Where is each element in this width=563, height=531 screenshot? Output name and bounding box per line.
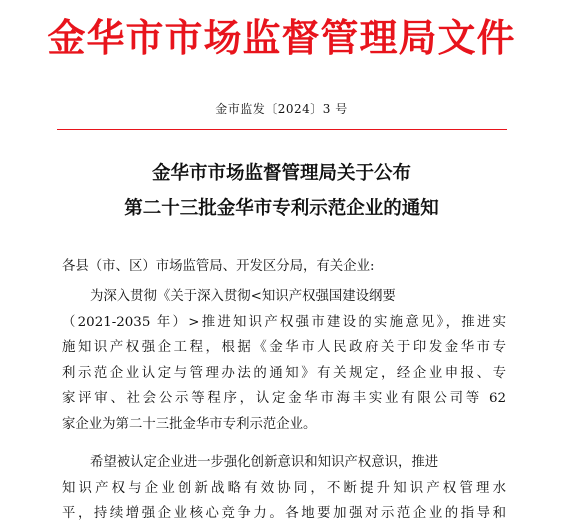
paragraph-line: （2021-2035 年）>推进知识产权强市建设的实施意见》，推进实: [62, 314, 506, 330]
paragraph-line: 利示范企业认定与管理办法的通知》有关规定，经企业申报、专: [62, 365, 506, 381]
paragraph-line: 家企业为第二十三批金华市专利示范企业。: [62, 416, 317, 432]
paragraph-line: 施知识产权强企工程，根据《金华市人民政府关于印发金华市专: [62, 340, 506, 355]
addressee-line: 各县（市、区）市场监管局、开发区分局，有关企业:: [62, 259, 375, 274]
document-header: 金华市市场监督管理局文件: [47, 16, 516, 60]
body-paragraph-2: [62, 450, 506, 527]
body-paragraph-1: [62, 284, 506, 437]
document-number: 金市监发〔2024〕3 号: [215, 102, 348, 116]
paragraph-line: 平，持续增强企业核心竞争力。各地要加强对示范企业的指导和: [62, 506, 506, 521]
document-title-line-1: 金华市市场监督管理局关于公布: [151, 163, 411, 184]
paragraph-line: 家评审、社会公示等程序，认定金华市海丰实业有限公司等 62: [62, 391, 506, 406]
paragraph-line: 希望被认定企业进一步强化创新意识和知识产权意识，推进: [90, 455, 439, 470]
paragraph-line: 为深入贯彻《关于深入贯彻<知识产权强国建设纲要: [90, 289, 396, 304]
document-title-line-2: 第二十三批金华市专利示范企业的通知: [124, 198, 439, 219]
red-divider-line: [57, 129, 507, 130]
paragraph-line: 知识产权与企业创新战略有效协同，不断提升知识产权管理水: [62, 480, 506, 496]
